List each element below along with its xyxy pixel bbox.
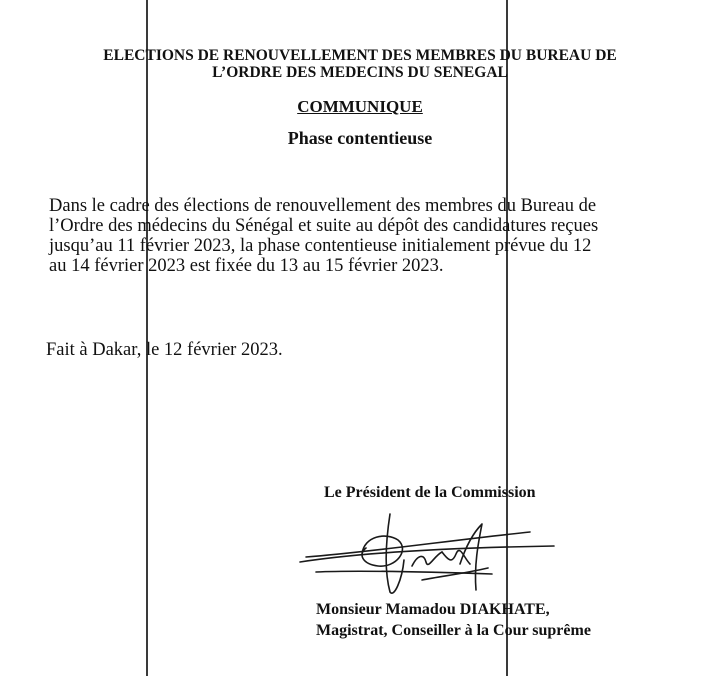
document-title-line-2: L’ORDRE DES MEDECINS DU SENEGAL xyxy=(212,64,508,81)
communique-label: COMMUNIQUE xyxy=(297,97,423,116)
body-line-4: au 14 février 2023 est fixée du 13 au 15 février 2023. xyxy=(49,256,444,276)
place-and-date: Fait à Dakar, le 12 février 2023. xyxy=(46,340,283,360)
signatory-title: Magistrat, Conseiller à la Cour suprême xyxy=(316,622,591,639)
body-line-1: Dans le cadre des élections de renouvellement des membres du Bureau de xyxy=(49,196,597,216)
handwritten-signature xyxy=(292,510,592,600)
body-line-3: jusqu’au 11 février 2023, la phase contentieuse initialement prévue du 12 xyxy=(49,236,592,256)
document-title-line-1: ELECTIONS DE RENOUVELLEMENT DES MEMBRES DU BUREAU DE xyxy=(103,47,617,64)
communique-subject: Phase contentieuse xyxy=(287,128,433,148)
signatory-role: Le Président de la Commission xyxy=(324,484,536,501)
body-line-2: l’Ordre des médecins du Sénégal et suite au dépôt des candidatures reçues xyxy=(49,216,599,236)
signatory-name: Monsieur Mamadou DIAKHATE, xyxy=(316,601,550,618)
